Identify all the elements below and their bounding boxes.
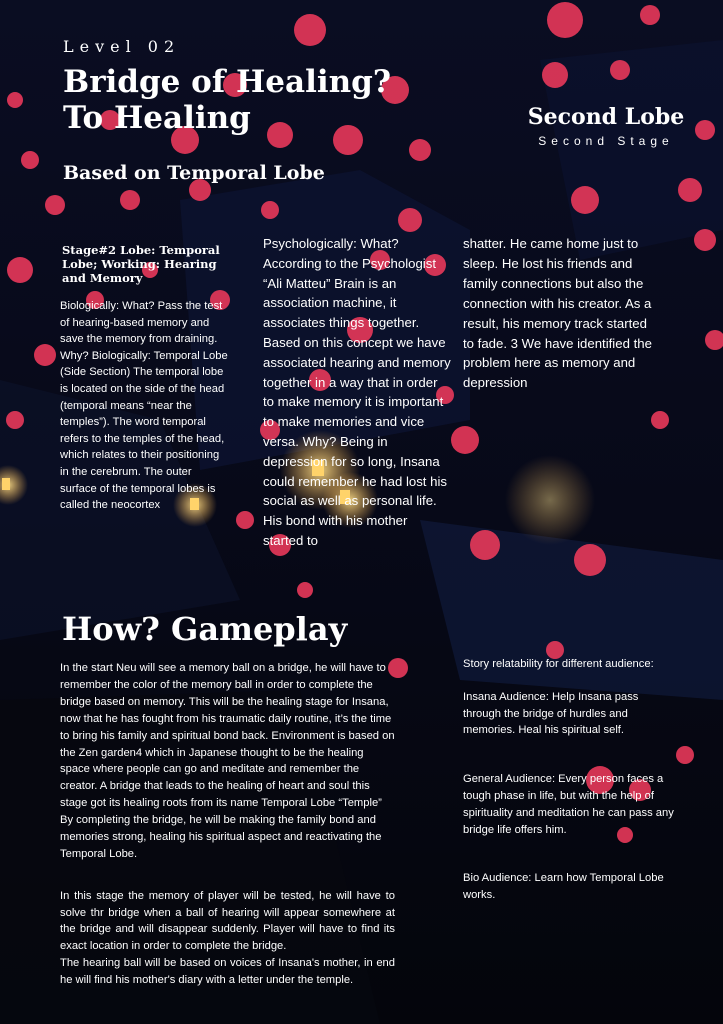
audience-general: General Audience: Every person faces a tough phase in life, but with the help of spirituality and meditation he can pass any bridge life offers him. bbox=[463, 773, 674, 836]
audience-section bbox=[463, 656, 678, 904]
gameplay-paragraph-2a: In this stage the memory of player will be tested, he will have to solve thr bridge when a ball of hearing will appear somewhere at the bridge and will disappear suddenly. Player will have to find its exact location in order to complete the bridge. bbox=[60, 890, 395, 953]
psychological-text-continued: shatter. He came home just to sleep. He lost his friends and family connections but also the connection with his creator. As a result, his memory track started to fade. 3 We have identified the problem here as memory and depression bbox=[463, 236, 652, 391]
audience-intro: Story relatability for different audience: bbox=[463, 658, 654, 670]
stage-heading: Stage#2 Lobe: Temporal Lobe; Working: Hearing and Memory bbox=[62, 243, 220, 285]
psychological-text: Psychologically: What? According to the Psychologist “Ali Matteu” Brain is an association machine, it associates things together. Based on this concept we have associated hearing and memory together in a way that in order to make memory it is important to make memories and vice versa. Why? Being in depression for so long, Insana could remember he had lost his social as well as personal life. His bond with his mother started to bbox=[263, 236, 451, 548]
gameplay-paragraph-2b: The hearing ball will be based on voices of Insana's mother, in end he will find his mother's diary with a letter under the temple. bbox=[60, 956, 395, 986]
gameplay-paragraph-1: In the start Neu will see a memory ball on a bridge, he will have to remember the color of the memory ball in order to complete the bridge based on memory. This will be the healing stage for Insana, now that he has fought from his traumatic daily routine, it’s the time to bring his family and spiritual bond back. Environment is based on the Zen garden4 which in Japanese thought to be the healing space where people can go and meditate and remember the creator. A bridge that leads to the healing of heart and soul this stage got its healing roots from its name Temporal Lobe “Temple” By completing the bridge, he will be making the family bond and memories strong, healing his spiritual aspect and reactivating the Temporal Lobe. bbox=[60, 662, 395, 860]
audience-bio: Bio Audience: Learn how Temporal Lobe works. bbox=[463, 872, 664, 902]
page-subtitle: Based on Temporal Lobe bbox=[63, 162, 325, 184]
level-label: Level 02 bbox=[63, 37, 181, 56]
audience-insana: Insana Audience: Help Insana pass through the bridge of hurdles and memories. Heal his spiritual self. bbox=[463, 690, 639, 737]
lobe-subtitle: Second Stage bbox=[538, 134, 674, 148]
page-title: Bridge of Healing? To Healing bbox=[63, 64, 392, 136]
biological-text: Biologically: What? Pass the test of hearing-based memory and save the memory from draining. Why? Biologically: Temporal Lobe (Side Section) The temporal lobe is located on the side of the head (temporal means “near the temples”). The word temporal refers to the temples of the head, which relates to their positioning in the cerebrum. The outer surface of the temporal lobes is called the neocortex bbox=[60, 300, 228, 512]
lobe-title: Second Lobe bbox=[527, 104, 685, 130]
gameplay-heading: How? Gameplay bbox=[62, 610, 348, 648]
gameplay-paragraph-2 bbox=[60, 888, 395, 988]
